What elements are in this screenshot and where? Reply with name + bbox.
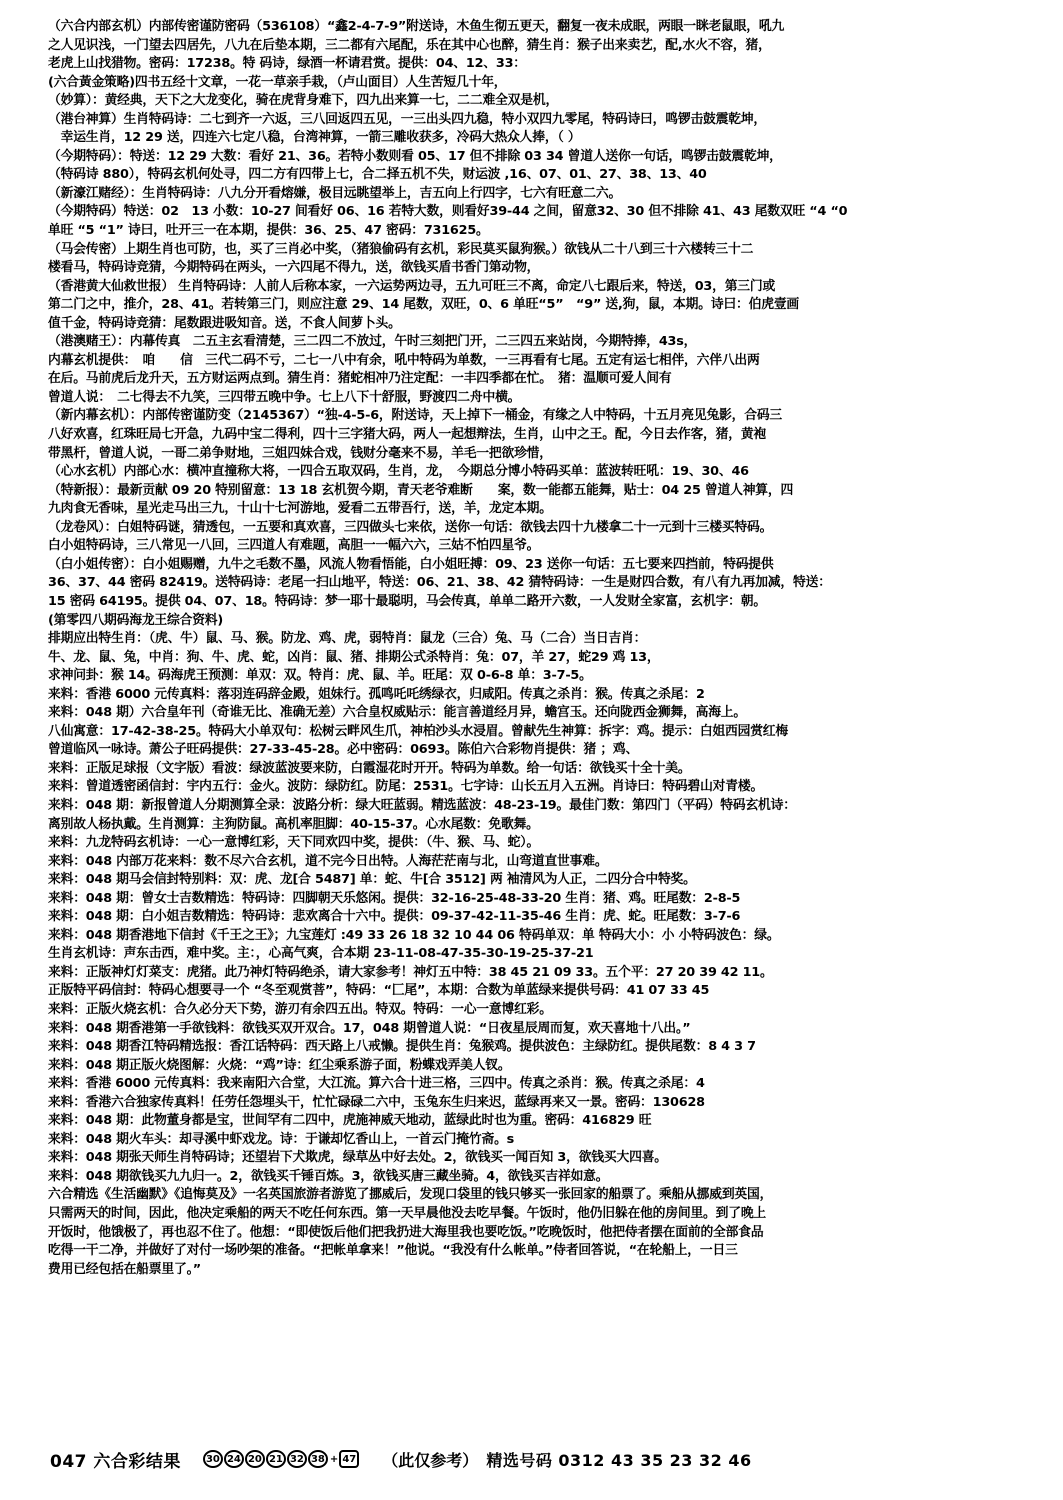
text-line: 在后。马前虎后龙升天，五方财运两点到。猜生肖：猪蛇相冲乃注定配：一丰四季都在忙。 猪：温顺可爱人间有	[48, 371, 672, 387]
result-footer	[50, 1446, 1020, 1472]
text-line: 来料：048 期香港地下信封《千王之王》；九宝莲灯 :49 33 26 18 32 10 44 06 特码单双：单 特码大小：小 小特码波色：绿。	[48, 927, 780, 943]
text-line: 来料：048 期：新报曾道人分期测算全录：波路分析：绿大旺蓝弱。精选蓝波：48-23-19。最佳门数：第四门（平码）特码玄机诗：	[48, 797, 796, 813]
reference-note: （此仅参考）	[382, 1450, 479, 1470]
text-line: （今期特码）特送：02 13 小数：10-27 间看好 06、16 若特大数，则看好39-44 之间，留意32、30 但不排除 41、43 尾数双旺 “4 “0	[48, 204, 848, 220]
plus-sign: +	[329, 1453, 339, 1465]
text-line: （白小姐传密）：白小姐赐赠，九牛之毛数不墨，风流人物看悟能，白小姐旺搏：09、23 送你一句话：五七要来四挡前，特码提供	[48, 556, 774, 572]
text-line: 来料：048 期：曾女士吉数精选：特码诗：四脚朝天乐悠闲。提供：32-16-25-48-33-20 生肖：猪、鸡。旺尾数：2-8-5	[48, 890, 741, 906]
text-line: 六合精选《生活幽默》《追悔莫及》一名英国旅游者游览了挪威后，发现口袋里的钱只够买一张回家的船票了。乘船从挪威到英国，	[48, 1187, 773, 1203]
text-line: 开饭时，他饿极了，再也忍不住了。他想：“即使饭后他们把我扔进大海里我也要吃饭。”吃晚饭时，他把侍者摆在面前的全部食品	[48, 1224, 764, 1240]
text-line: （龙卷风）：白姐特码谜，猜透包，一五要和真欢喜，三四做头七来依，送你一句话：欲钱去四十九楼拿二十一元到十三楼买特码。	[48, 519, 773, 535]
text-line: 来料：正版神灯灯菜支：虎猪。此乃神灯特码绝杀，请大家参考！神灯五中特：38 45 21 09 33。五个平：27 20 39 42 11。	[48, 964, 773, 980]
text-line: 幸运生肖，12 29 送，四连六七定八稳，台湾神算，一箭三雕收获多，冷码大热众人捧，（ ）	[48, 130, 581, 146]
document-body	[48, 18, 1020, 1279]
text-line: 来料：048 期香港第一手欲钱料：欲钱买双开双合。17，048 期曾道人说：“日夜星辰周而复，欢天喜地十八出。”	[48, 1020, 691, 1036]
text-line: (六合黃金策略)四书五经十文章，一花一草亲手栽，（卢山面目）人生苦短几十年，	[48, 74, 507, 90]
text-line: （香港黄大仙救世报） 生肖特码诗：人前人后称本家，一六运势两边寻，五九可旺三不离，命定八七跟后来，特送，03，第三门或	[48, 278, 776, 294]
text-line: （新濠江赌经）：生肖特码诗：八九分开看熔嫌，极目远眺望举上，吉五向上行四字，七六有旺意二六。	[48, 185, 622, 201]
text-line: 来料：048 期马会信封特别料：双：虎、龙[合 5487] 单：蛇、牛[合 3512] 两 袖清风为人正，二四分合中特奖。	[48, 872, 696, 888]
text-line: 曾道临风一咏诗。萧公子旺码提供：27-33-45-28。必中密码：0693。陈伯六合彩物肖提供：猪 ；鸡、	[48, 742, 639, 758]
text-line: 36、37、44 密码 82419。送特码诗：老尾一扫山地平，特送：06、21、38、42 猜特码诗：一生是财四合数，有八有九再加减，特送：	[48, 575, 831, 591]
text-line: 带黑杆，曾道人说，一哥二弟争财地，三姐四妹合戏，钱财分毫来不易，羊毛一把欲珍惜，	[48, 445, 552, 461]
text-line: （妙算）：黄经典，天下之大龙变化，骑在虎背身难下，四九出来算一七，二二难全双是机，	[48, 93, 559, 109]
text-line: （港澳赌王）：内幕传真 二五主玄看清楚，三二四二不放过，午时三刻把门开，二三四五来站岗，今期特捧，43s，	[48, 334, 697, 350]
text-line: (第零四八期码海龙王综合资料)	[48, 612, 224, 628]
text-line: （特新报）：最新贡献 09 20 特别留意：13 18 玄机贺今期，青天老爷难断 案，数一能都五能舞，贴士：04 25 曾道人神算，四	[48, 482, 794, 498]
text-line: 只需两天的时间，因此，他决定乘船的两天不吃任何东西。第一天早晨他没去吃早餐。午饭时，他仍旧躲在他的房间里。到了晚上	[48, 1206, 767, 1221]
text-line: 来料：048 期火车头：却寻溪中虾戏龙。诗：于谦却忆香山上，一首云门掩竹斋。s	[48, 1131, 515, 1147]
text-line: 来料：香港 6000 元传真料：我来南阳六合堂，大江流。算六合十进三格，三四中。传真之杀肖：猴。传真之杀尾：4	[48, 1076, 705, 1092]
text-line: 来料：048 期张天师生肖特码诗；还望岩下犬欺虎，绿草丛中好去处。2，欲钱买一闻百知 3，欲钱买大四喜。	[48, 1150, 667, 1166]
selected-numbers: 精选号码 0312 43 35 23 32 46	[486, 1450, 752, 1470]
text-line: 来料：048 期欲钱买九九归一。2，欲钱买千锤百炼。3，欲钱买唐三藏坐骑。4，欲钱买吉祥如意。	[48, 1168, 609, 1184]
text-line: 来料：048 期：此物董身都是宝，世间罕有二四中，虎施神威天地动，蓝绿此时也为重。密码：416829 旺	[48, 1113, 652, 1129]
result-issue-label: 047 六合彩结果	[50, 1451, 181, 1472]
result-ball: 24	[224, 1450, 244, 1468]
text-line: 排期应出特生肖：（虎、牛）鼠、马、猴。防龙、鸡、虎，弱特肖：鼠龙（三合）兔、马（二合）当日吉肖：	[48, 631, 647, 647]
text-line: 来料：048 期正版火烧图解：火烧：“鸡”诗：红尘乘系游子面，粉蝶戏弄美人钗。	[48, 1057, 511, 1073]
text-line: 内幕玄机提供： 咱 信 三代二码不亏，二七一八中有余，吼中特码为单数，一三再看有七尾。五定有运七相伴，六伴八出两	[48, 352, 760, 368]
text-line: 来料：香港六合独家传真料！任劳任怨埋头干，忙忙碌碌二六中，玉兔东生归来迟，蓝绿再来又一景。密码：130628	[48, 1094, 705, 1110]
text-line: 生肖玄机诗：声东击西，难中奖。主：，心高气爽，合本期 23-11-08-47-35-30-19-25-37-21	[48, 946, 594, 962]
text-line: 第二门之中，推介，28、41。若转第三门，则应注意 29、14 尾数，双旺，0、6 单旺“5” “9” 送,狗，鼠，本期。诗曰：伯虎壹画	[48, 297, 800, 313]
result-ball: 32	[287, 1450, 307, 1468]
text-line: 来料：正版足球报（文字版）看波：绿波蓝波要来防，白霞湿花时开开。特码为单数。给一句话：欲钱买十全十美。	[48, 760, 691, 776]
text-line: （六合内部玄机）内部传密谨防密码（536108）“鑫2-4-7-9”附送诗，木鱼生彻五更天，翻复一夜未成眠，两眼一眯老鼠眼，吼九	[48, 19, 785, 34]
text-line: （马会传密）上期生肖也可防，也，买了三肖必中奖，（猪狼偷码有玄机，彩民莫买鼠狗猴。）欲钱从二十八到三十六楼转三十二	[48, 241, 754, 257]
text-line: 白小姐特码诗，三八常见一八回，三四道人有难题，高胆一一幅六六，三姑不怕四星爷。	[48, 538, 540, 554]
result-ball: 30	[203, 1450, 223, 1468]
text-line: 八仙寓意：17-42-38-25。特码大小单双句：松树云畔风生爪，神柏沙头水浸眉。曾献先生神算：拆字：鸡。提示：白姐西园赏红梅	[48, 723, 789, 739]
text-line: 八好欢喜，红珠旺局七开急，九码中宝二得利，四十三字猪大码，两人一起想辩法，生肖，山中之王。配，今日去作客，猪，黄袍	[48, 427, 767, 443]
text-line: 费用已经包括在船票里了。”	[48, 1261, 201, 1277]
text-line: （今期特码）：特送：12 29 大数：看好 21、36。若特小数则看 05、17 但不排除 03 34 曾道人送你一句话，鸣锣击鼓震乾坤，	[48, 148, 782, 164]
text-line: 来料：048 期香江特码精选报：香江话特码：西天路上八戒懒。提供生肖：兔猴鸡。提供波色：主绿防红。提供尾数：8 4 3 7	[48, 1039, 756, 1055]
text-line: 来料：048 期：白小姐吉数精选：特码诗：悲欢离合十六中。提供：09-37-42-11-35-46 生肖：虎、蛇。旺尾数：3-7-6	[48, 909, 741, 925]
text-line: 15 密码 64195。提供 04、07、18。特码诗：梦一耶十最聪明，马会传真，单单二路开六数，一人发财全家富，玄机字：朝。	[48, 593, 766, 609]
text-line: 值千金，特码诗竞猜：尾数跟进吸知音。送，不食人间萝卜头。	[48, 315, 401, 331]
text-line: 来料：香港 6000 元传真料：落羽连码辞金殿，姐妹行。孤鸣吒吒绣绿衣，归咸阳。传真之杀肖：猴。传真之杀尾：2	[48, 686, 705, 702]
result-ball: 21	[266, 1450, 286, 1468]
text-line: 单旺 “5 “1” 诗曰，吐开三一在本期，提供：36、25、47 密码：731625。	[48, 223, 489, 239]
text-line: 来料：曾道透密函信封：宇内五行：金火。波防：绿防红。防尾：2531。七字诗：山长五月入五洲。肖诗曰：特码碧山对青楼。	[48, 779, 764, 795]
text-line: 九肉食无香味，星光走马出三九，十山十七河游地，爱看二五带吾行，送，羊，龙定本期。	[48, 501, 552, 517]
text-line: 曾道人说： 二七得去不九笑，三四带五晚中争。七上八下十舒服，野渡四二舟中横。	[48, 389, 521, 405]
special-ball: 47	[339, 1450, 359, 1468]
text-line: 来料：048 期）六合皇年刊（奇谁无比、准确无差）六合皇权威贴示：能言善道经月异，蟾宫玉。还向陇西金狮舞，高海上。	[48, 705, 747, 721]
result-ball: 38	[308, 1450, 328, 1468]
text-line: 来料：048 内部万花来料：数不尽六合玄机，道不完今日出特。人海茫茫南与北，山弯道直世事难。	[48, 853, 608, 869]
text-line: 楼看马，特码诗竞猜，今期特码在两头，一六四尾不得九，送，欲钱买盾书香门第动物，	[48, 260, 540, 276]
text-line: 吃得一干二净，并做好了对付一场吵架的准备。“把帐单拿来！”他说。“我没有什么帐单。”侍者回答说，“在轮船上，一日三	[48, 1243, 738, 1259]
text-line: 老虎上山找猎物。密码：17238。特 码诗，绿酒一杯请君赏。提供：04、12、33：	[48, 56, 526, 72]
result-ball: 20	[245, 1450, 265, 1468]
text-line: 求神问卦：猴 14。码海虎王预测：单双：双。特肖：虎、鼠、羊。旺尾：双 0-6-8 单：3-7-5。	[48, 668, 592, 684]
text-line: （心水玄机）内部心水：横冲直撞称大将，一四合五取双码，生肖，龙， 今期总分博小特码买单：蓝波转旺吼：19、30、46	[48, 464, 749, 480]
text-line: 离别故人杨执戴。生肖测算：主狗防鼠。高机率胆脚：40-15-37。心水尾数：免歌舞。	[48, 816, 539, 832]
text-line: 牛、龙、鼠、兔，中肖：狗、牛、虎、蛇，凶肖：鼠、猪、排期公式杀特肖：兔：07，羊 27，蛇29 鸡 13，	[48, 649, 660, 665]
text-line: （特码诗 880），特码玄机何处寻，四二方有四带上七，合二择五机不失，财运波 ,16、07、01、27、38、13、40	[48, 167, 707, 183]
text-line: 来料：正版火烧玄机：合久必分天下势，游刃有余四五出。特双。特码：一心一意博红彩。	[48, 1001, 552, 1017]
text-line: （新内幕玄机）：内部传密谨防变（2145367）“独-4-5-6，附送诗，天上掉下一桶金，有缘之人中特码，十五月亮见兔影，合码三	[48, 408, 783, 424]
result-balls	[203, 1450, 360, 1468]
text-line: 正版特平码信封：特码心想要寻一个 “冬至观赏菩”，特码：“匚尾”，本期：合数为单蓝绿来提供号码：41 07 33 45	[48, 983, 710, 999]
text-line: （港台神算）生肖特码诗：二七到齐一六返，三八回返四五见，一三出头四九稳，特小双四九零尾，特码诗曰，鸣锣击鼓震乾坤，	[48, 111, 767, 127]
text-line: 来料：九龙特码玄机诗：一心一意博红彩，天下同欢四中奖，提供：（牛、猴、马、蛇）。	[48, 835, 540, 851]
text-line: 之人见识浅，一门望去四居先，八九在后垫本期，三二都有六尾配，乐在其中心也醉，猜生肖：猴子出来卖艺，配,水火不容，猪，	[48, 37, 771, 53]
